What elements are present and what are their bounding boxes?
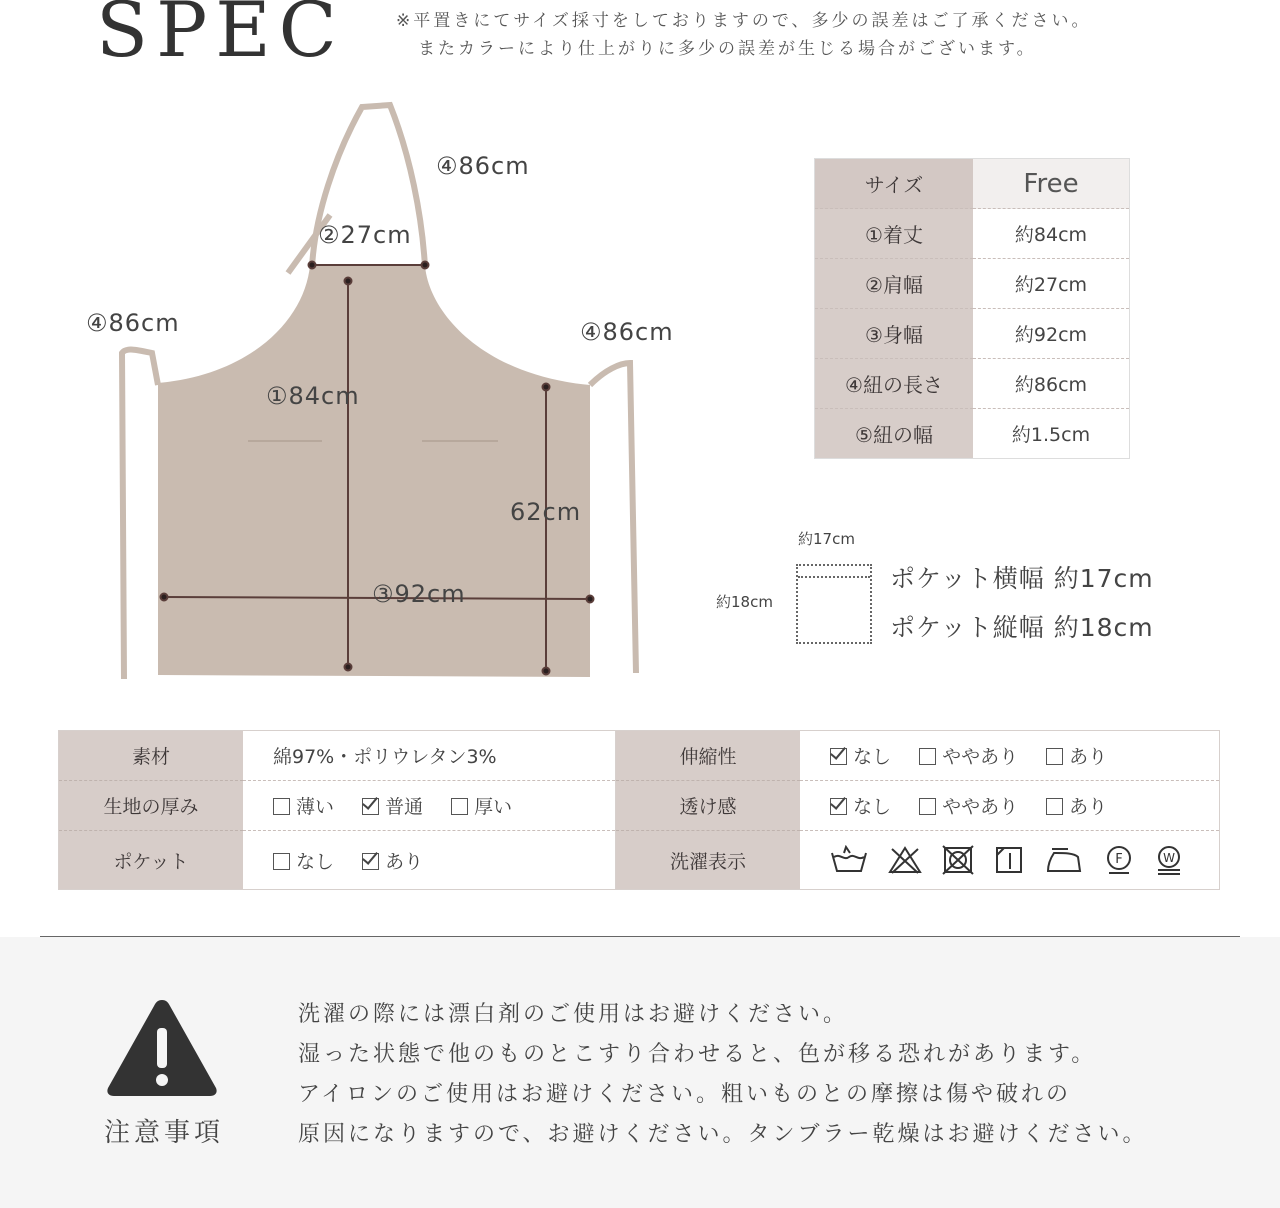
size-table-header [815, 159, 1130, 209]
size-row-value: 約27cm [973, 259, 1130, 309]
size-row-label: ③身幅 [815, 309, 974, 359]
table-row [59, 781, 1220, 831]
option-label: あり [1069, 796, 1108, 818]
table-row [815, 259, 1130, 309]
neck-strap-dimension: ④86cm [436, 152, 530, 180]
thickness-options [243, 781, 616, 831]
table-row [59, 831, 1220, 890]
checkbox-checked [362, 853, 379, 870]
length-dimension: ①84cm [266, 382, 360, 410]
size-row-label: ①着丈 [815, 209, 974, 259]
iron-icon [1044, 845, 1084, 875]
caution-line-1: 洗濯の際には漂白剤のご使用はお避けください。 [298, 1002, 849, 1027]
pocket-diagram [796, 564, 872, 644]
stretch-options [800, 731, 1220, 781]
caution-line-4: 原因になりますので、お避けください。タンブラー乾燥はお避けください。 [298, 1122, 1148, 1147]
sheer-options [800, 781, 1220, 831]
pocket-width-text: ポケット横幅 約17cm [890, 564, 1154, 593]
pocket-options [243, 831, 616, 890]
shoulder-dimension: ②27cm [318, 221, 412, 249]
size-header-value: Free [973, 159, 1130, 209]
checkbox-unchecked [273, 798, 290, 815]
caution-line-3: アイロンのご使用はお避けください。粗いものとの摩擦は傷や破れの [298, 1082, 1072, 1107]
pocket-height-text: ポケット縦幅 約18cm [890, 613, 1154, 642]
spec-table [58, 730, 1220, 890]
sheer-label: 透け感 [616, 781, 801, 831]
option-label: あり [385, 850, 424, 873]
size-row-value: 約84cm [973, 209, 1130, 259]
page-title: SPEC [96, 0, 345, 74]
table-row [59, 731, 1220, 781]
size-row-value: 約86cm [973, 359, 1130, 409]
size-header-label: サイズ [815, 159, 974, 209]
size-row-value: 約92cm [973, 309, 1130, 359]
wet-clean-w-icon [1154, 845, 1184, 875]
checkbox-checked [362, 798, 379, 815]
checkbox-checked [830, 748, 847, 765]
caution-line-2: 湿った状態で他のものとこすり合わせると、色が移る恐れがあります。 [298, 1042, 1097, 1067]
option-label: ややあり [942, 796, 1019, 818]
note-line-1: ※平置きにてサイズ採寸をしておりますので、多少の誤差はご了承ください。 [396, 11, 1092, 31]
width-dimension: ③92cm [372, 580, 466, 608]
size-row-label: ②肩幅 [815, 259, 974, 309]
option-label: 薄い [296, 796, 335, 818]
hand-wash-icon [830, 845, 868, 875]
table-row [815, 309, 1130, 359]
checkbox-unchecked [1046, 748, 1063, 765]
stretch-label: 伸縮性 [616, 731, 801, 781]
size-row-label: ⑤紐の幅 [815, 409, 974, 459]
option-label: 厚い [474, 796, 513, 818]
size-row-value: 約1.5cm [973, 409, 1130, 459]
pocket-top-label: 約17cm [798, 530, 855, 548]
material-value: 綿97%・ポリウレタン3% [243, 731, 616, 781]
no-tumble-dry-icon [942, 845, 974, 875]
table-row [815, 359, 1130, 409]
caution-label: 注意事項 [104, 1118, 225, 1148]
option-label: あり [1069, 746, 1108, 768]
size-table [814, 158, 1130, 459]
size-row-label: ④紐の長さ [815, 359, 974, 409]
table-row [815, 209, 1130, 259]
wash-label: 洗濯表示 [616, 831, 801, 890]
left-strap-dimension: ④86cm [86, 309, 180, 337]
checkbox-unchecked [1046, 798, 1063, 815]
option-label: 普通 [385, 796, 424, 818]
note-line-2: またカラーにより仕上がりに多少の誤差が生じる場合がございます。 [418, 39, 1037, 59]
checkbox-unchecked [919, 798, 936, 815]
thickness-label: 生地の厚み [59, 781, 244, 831]
table-row [815, 409, 1130, 459]
checkbox-unchecked [919, 748, 936, 765]
dry-clean-letter: F [1115, 852, 1123, 867]
checkbox-checked [830, 798, 847, 815]
dry-clean-f-icon [1104, 845, 1134, 875]
checkbox-unchecked [451, 798, 468, 815]
right-strap-dimension: ④86cm [580, 318, 674, 346]
no-bleach-icon [888, 845, 922, 875]
wet-clean-letter: W [1163, 851, 1176, 865]
side-dimension: 62cm [510, 498, 582, 526]
wash-symbols [800, 831, 1220, 890]
line-dry-shade-icon [994, 845, 1024, 875]
option-label: なし [853, 796, 892, 818]
option-label: ややあり [942, 746, 1019, 768]
material-label: 素材 [59, 731, 244, 781]
option-label: なし [853, 746, 892, 768]
option-label: なし [296, 850, 335, 873]
checkbox-unchecked [273, 853, 290, 870]
pocket-side-label: 約18cm [716, 593, 773, 611]
pocket-label: ポケット [59, 831, 244, 890]
warning-icon [104, 994, 220, 1098]
